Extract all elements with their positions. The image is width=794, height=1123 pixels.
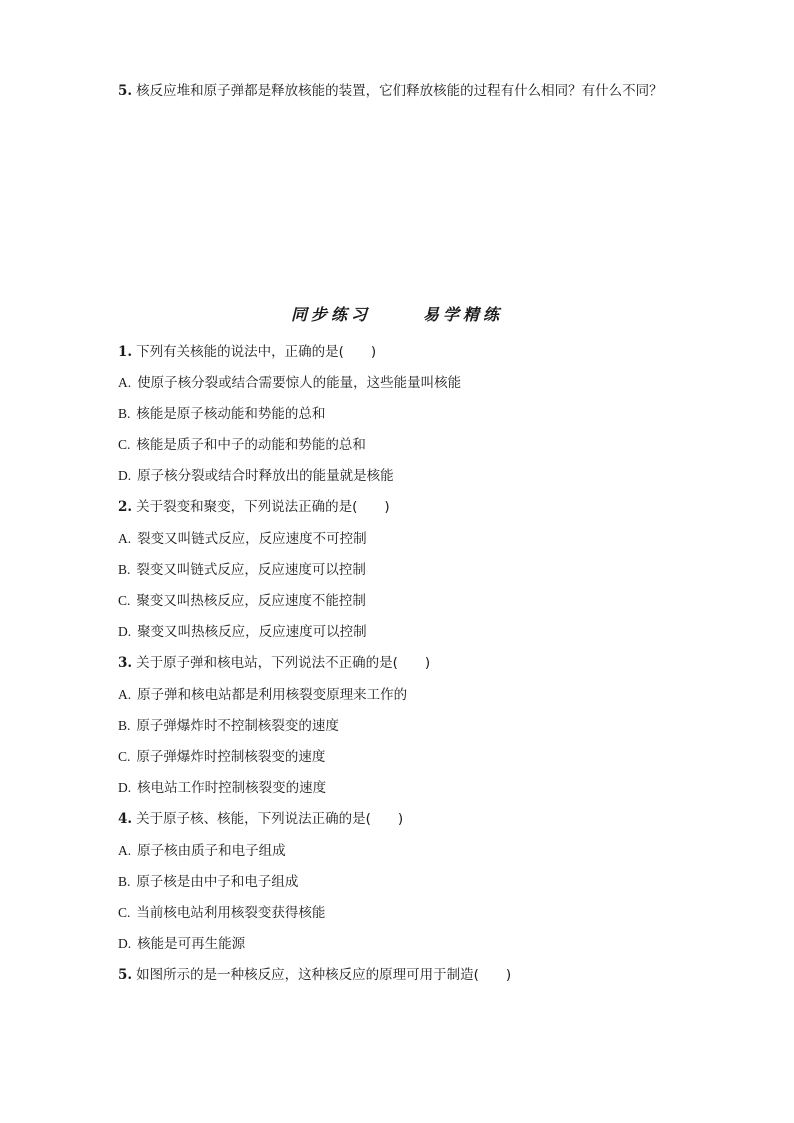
option-text: 当前核电站利用核裂变获得核能 [136, 905, 326, 921]
option-item [118, 374, 461, 392]
intro-question [118, 82, 663, 100]
option-item [118, 717, 339, 735]
option-letter: C. [118, 905, 131, 920]
option-text: 核能是原子核动能和势能的总和 [136, 406, 326, 422]
question-text: 关于裂变和聚变，下列说法正确的是( ) [136, 499, 390, 515]
option-item [118, 779, 326, 797]
question-text: 关于原子核、核能，下列说法正确的是( ) [136, 811, 404, 827]
option-text: 原子核分裂或结合时释放出的能量就是核能 [137, 468, 394, 484]
option-letter: B. [118, 718, 131, 733]
option-item [118, 436, 366, 454]
question-text: 如图所示的是一种核反应，这种核反应的原理可用于制造( ) [136, 967, 512, 983]
question-number: 3. [118, 655, 133, 671]
option-item [118, 467, 394, 485]
option-item [118, 561, 366, 579]
question-number: 1. [118, 344, 133, 360]
option-letter: A. [118, 375, 132, 390]
question-number: 2. [118, 499, 133, 515]
question-number: 4. [118, 811, 133, 827]
option-item [118, 592, 366, 610]
question-text: 关于原子弹和核电站，下列说法不正确的是( ) [136, 655, 431, 671]
option-text: 核能是质子和中子的动能和势能的总和 [136, 437, 366, 453]
option-item [118, 904, 325, 922]
option-item [118, 873, 298, 891]
option-text: 原子弹爆炸时控制核裂变的速度 [136, 749, 326, 765]
option-item [118, 530, 367, 548]
option-letter: A. [118, 687, 132, 702]
option-text: 原子弹爆炸时不控制核裂变的速度 [136, 718, 339, 734]
option-text: 原子弹和核电站都是利用核裂变原理来工作的 [137, 687, 408, 703]
option-text: 原子核由质子和电子组成 [137, 843, 286, 859]
question-stem [118, 654, 430, 672]
option-item [118, 842, 286, 860]
option-item [118, 405, 325, 423]
option-text: 使原子核分裂或结合需要惊人的能量，这些能量叫核能 [137, 375, 462, 391]
option-letter: D. [118, 780, 132, 795]
option-letter: B. [118, 874, 131, 889]
option-text: 裂变又叫链式反应，反应速度可以控制 [136, 562, 366, 578]
question-stem [118, 498, 390, 516]
option-text: 聚变又叫热核反应，反应速度可以控制 [137, 624, 367, 640]
option-letter: D. [118, 936, 132, 951]
option-letter: C. [118, 593, 131, 608]
section-title-right: 易学精练 [423, 305, 504, 324]
option-text: 裂变又叫链式反应，反应速度不可控制 [137, 531, 367, 547]
question-number: 5. [118, 83, 133, 99]
option-text: 聚变又叫热核反应，反应速度不能控制 [136, 593, 366, 609]
option-text: 原子核是由中子和电子组成 [136, 874, 299, 890]
section-title-left: 同步练习 [290, 305, 371, 324]
question-text: 核反应堆和原子弹都是释放核能的装置，它们释放核能的过程有什么相同？有什么不同？ [136, 83, 663, 99]
option-letter: C. [118, 437, 131, 452]
option-item [118, 935, 245, 953]
option-item [118, 686, 407, 704]
option-letter: A. [118, 843, 132, 858]
option-letter: B. [118, 406, 131, 421]
question-number: 5. [118, 967, 133, 983]
option-item [118, 623, 367, 641]
question-stem [118, 810, 403, 828]
option-letter: C. [118, 749, 131, 764]
option-letter: D. [118, 468, 132, 483]
option-letter: B. [118, 562, 131, 577]
question-text: 下列有关核能的说法中，正确的是( ) [136, 344, 377, 360]
option-letter: D. [118, 624, 132, 639]
question-stem [118, 966, 511, 984]
option-text: 核电站工作时控制核裂变的速度 [137, 780, 327, 796]
option-text: 核能是可再生能源 [137, 936, 246, 952]
option-item [118, 748, 325, 766]
question-stem [118, 343, 376, 361]
section-title [0, 302, 794, 325]
option-letter: A. [118, 531, 132, 546]
